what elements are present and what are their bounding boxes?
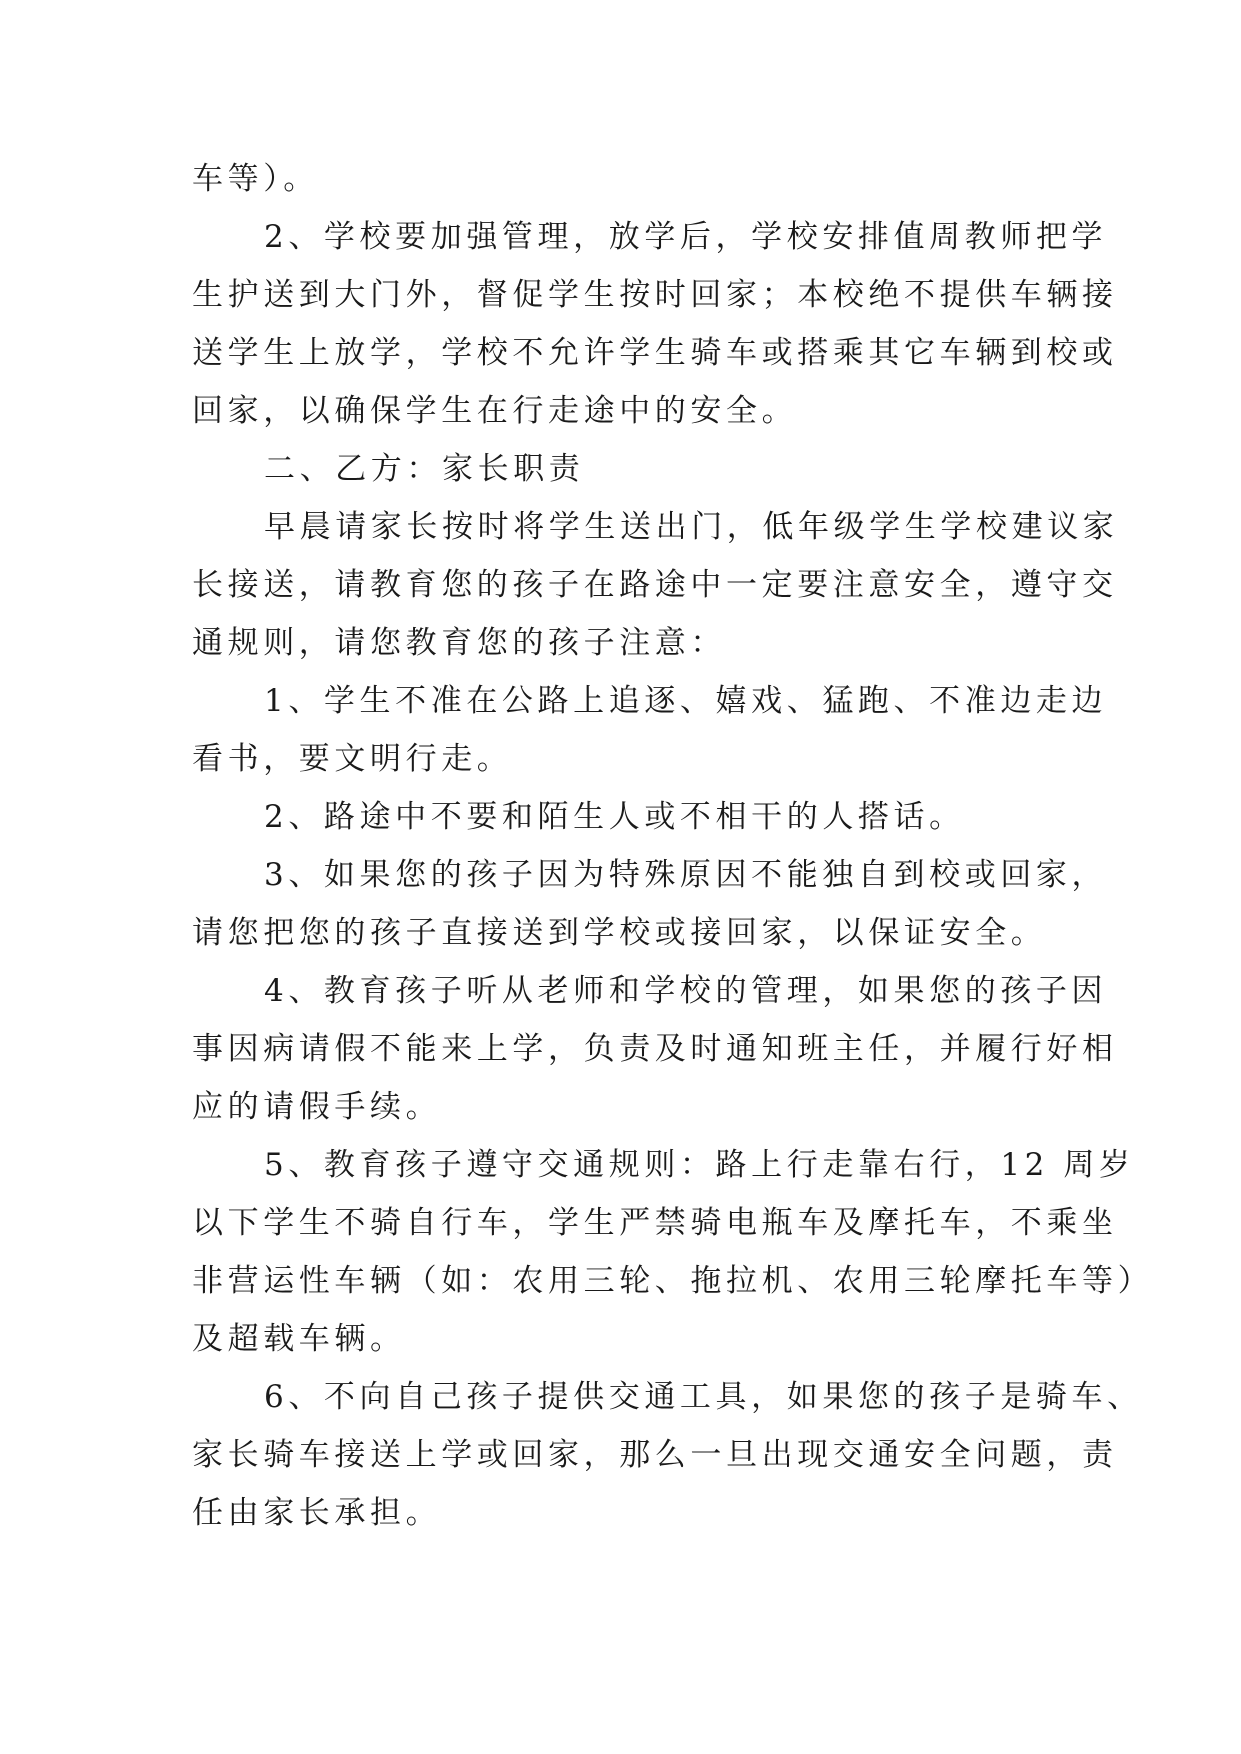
text-line: 通规则，请您教育您的孩子注意： — [192, 625, 726, 661]
text-line: 早晨请家长按时将学生送出门，低年级学生学校建议家 — [264, 509, 1119, 545]
text-line: 二、乙方：家长职责 — [264, 451, 585, 487]
text-line: 任由家长承担。 — [192, 1495, 442, 1531]
document-body — [192, 150, 1154, 1542]
text-line: 2、路途中不要和陌生人或不相干的人搭话。 — [264, 799, 965, 835]
text-line: 应的请假手续。 — [192, 1089, 442, 1125]
text-line: 4、教育孩子听从老师和学校的管理，如果您的孩子因 — [264, 973, 1108, 1009]
text-line: 家长骑车接送上学或回家，那么一旦出现交通安全问题，责 — [192, 1437, 1118, 1473]
text-line: 2、学校要加强管理，放学后，学校安排值周教师把学 — [264, 219, 1108, 255]
text-line: 非营运性车辆（如：农用三轮、拖拉机、农用三轮摩托车等） — [192, 1263, 1154, 1299]
text-line: 送学生上放学，学校不允许学生骑车或搭乘其它车辆到校或 — [192, 335, 1118, 371]
text-line: 车等）。 — [192, 161, 319, 197]
text-line: 事因病请假不能来上学，负责及时通知班主任，并履行好相 — [192, 1031, 1118, 1067]
text-line: 回家，以确保学生在行走途中的安全。 — [192, 393, 798, 429]
text-line: 生护送到大门外，督促学生按时回家；本校绝不提供车辆接 — [192, 277, 1118, 313]
text-line: 长接送，请教育您的孩子在路途中一定要注意安全，遵守交 — [192, 567, 1118, 603]
text-line: 请您把您的孩子直接送到学校或接回家，以保证安全。 — [192, 915, 1047, 951]
text-line: 看书，要文明行走。 — [192, 741, 513, 777]
text-line: 6、不向自己孩子提供交通工具，如果您的孩子是骑车、 — [264, 1379, 1143, 1415]
text-line: 5、教育孩子遵守交通规则：路上行走靠右行，12 周岁 — [264, 1147, 1135, 1183]
text-line: 及超载车辆。 — [192, 1321, 406, 1357]
text-line: 3、如果您的孩子因为特殊原因不能独自到校或回家， — [264, 857, 1108, 893]
text-line: 以下学生不骑自行车，学生严禁骑电瓶车及摩托车，不乘坐 — [192, 1205, 1118, 1241]
text-line: 1、学生不准在公路上追逐、嬉戏、猛跑、不准边走边 — [264, 683, 1108, 719]
